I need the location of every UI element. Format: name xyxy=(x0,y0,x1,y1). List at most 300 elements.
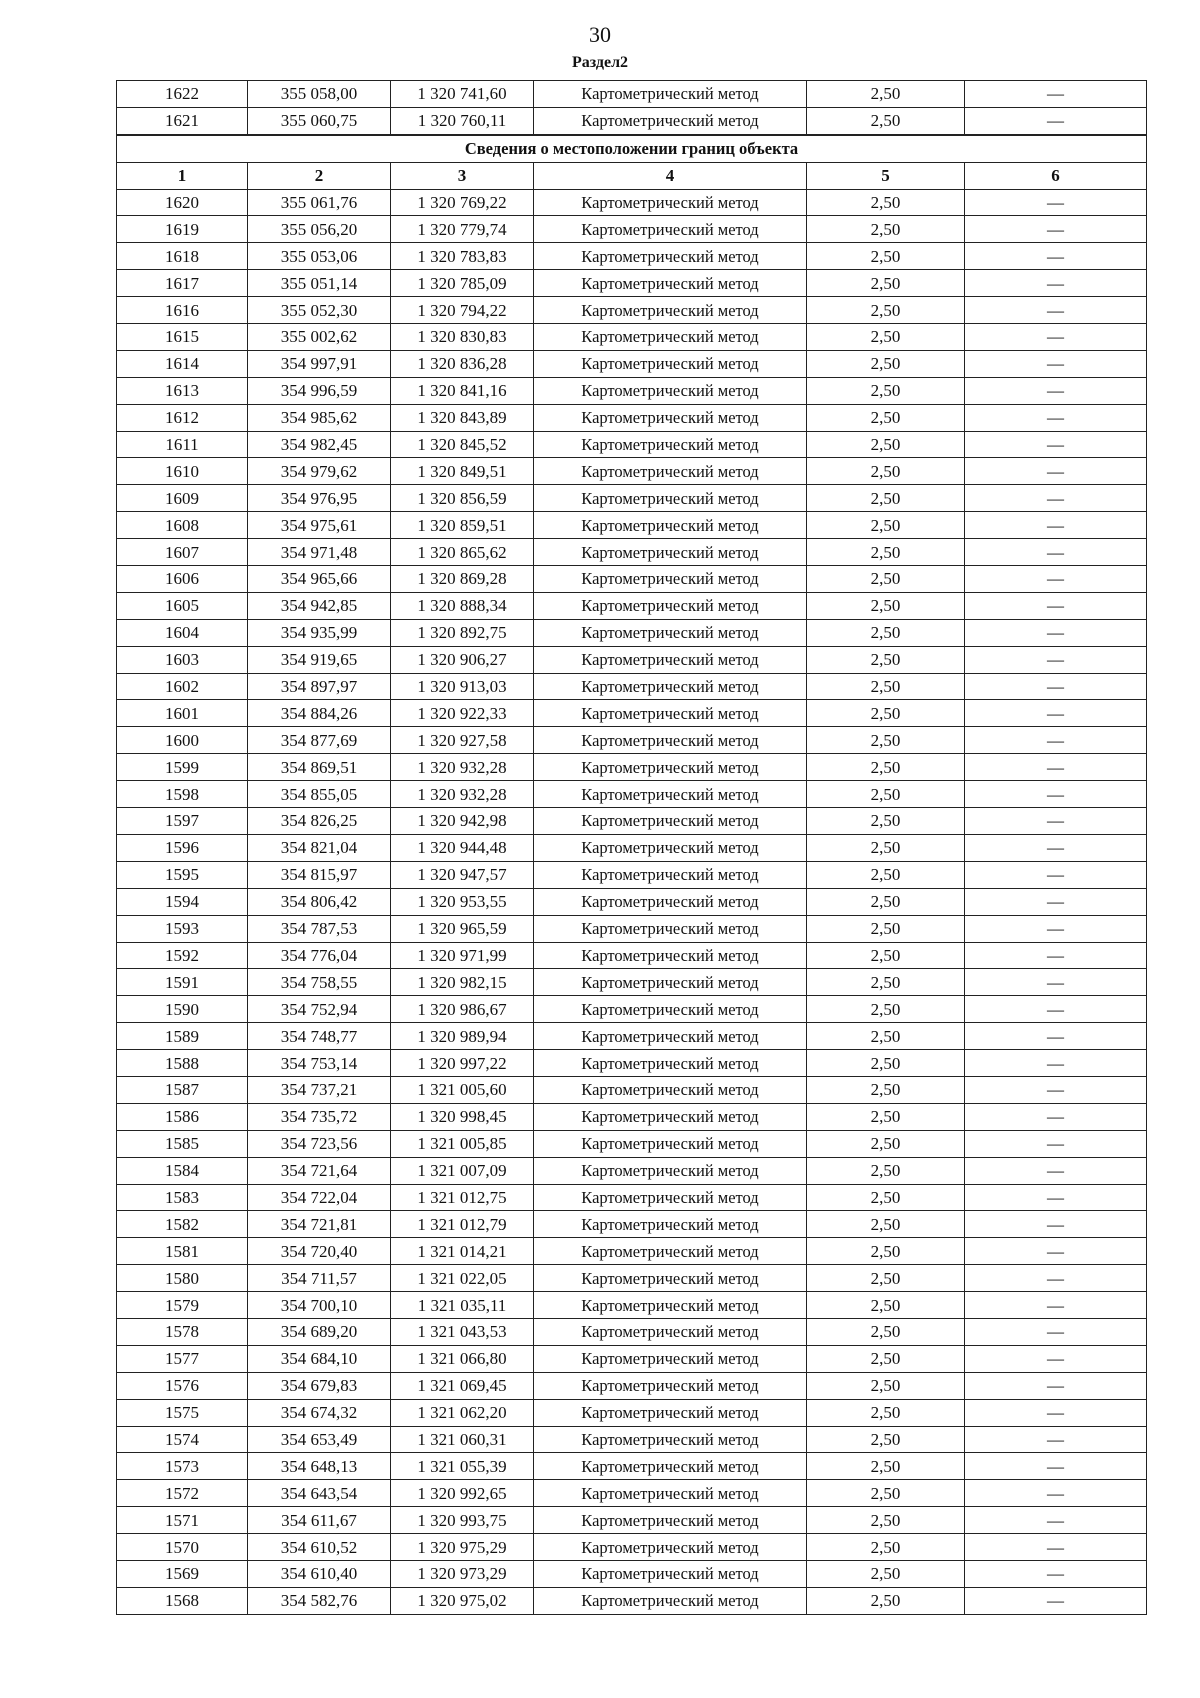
table-cell: Картометрический метод xyxy=(534,216,807,243)
table-cell: — xyxy=(965,673,1147,700)
table-cell: 1 321 043,53 xyxy=(391,1318,534,1345)
table-cell: 2,50 xyxy=(807,1292,965,1319)
table-cell: 1569 xyxy=(117,1560,248,1587)
table-cell: 2,50 xyxy=(807,915,965,942)
table-cell: 1571 xyxy=(117,1507,248,1534)
table-cell: 1 320 982,15 xyxy=(391,969,534,996)
table-row xyxy=(117,1238,1147,1265)
table-cell: Картометрический метод xyxy=(534,727,807,754)
table-cell: 1576 xyxy=(117,1372,248,1399)
table-cell: — xyxy=(965,754,1147,781)
table-cell: 1 321 007,09 xyxy=(391,1157,534,1184)
table-row xyxy=(117,324,1147,351)
table-cell: 1604 xyxy=(117,619,248,646)
table-cell: — xyxy=(965,431,1147,458)
table-cell: 2,50 xyxy=(807,996,965,1023)
table-row xyxy=(117,1345,1147,1372)
table-cell: — xyxy=(965,1157,1147,1184)
table-cell: — xyxy=(965,1023,1147,1050)
table-row xyxy=(117,861,1147,888)
table-cell: 1 320 794,22 xyxy=(391,297,534,324)
table-cell: — xyxy=(965,915,1147,942)
table-cell: 355 002,62 xyxy=(248,324,391,351)
table-cell: Картометрический метод xyxy=(534,431,807,458)
table-row xyxy=(117,619,1147,646)
table-row xyxy=(117,1507,1147,1534)
table-cell: — xyxy=(965,727,1147,754)
table-cell: 2,50 xyxy=(807,431,965,458)
table-cell: — xyxy=(965,107,1147,134)
table-cell: 1570 xyxy=(117,1534,248,1561)
table-row xyxy=(117,834,1147,861)
table-cell: — xyxy=(965,592,1147,619)
table-row xyxy=(117,781,1147,808)
table-cell: 2,50 xyxy=(807,1184,965,1211)
table-cell: 1 320 993,75 xyxy=(391,1507,534,1534)
table-cell: 354 723,56 xyxy=(248,1130,391,1157)
table-cell: 1622 xyxy=(117,81,248,108)
table-cell: Картометрический метод xyxy=(534,1292,807,1319)
table-cell: — xyxy=(965,485,1147,512)
table-cell: 2,50 xyxy=(807,942,965,969)
table-cell: Картометрический метод xyxy=(534,619,807,646)
table-cell: — xyxy=(965,1345,1147,1372)
table-cell: 354 653,49 xyxy=(248,1426,391,1453)
table-cell: 1 320 859,51 xyxy=(391,512,534,539)
table-cell: 354 884,26 xyxy=(248,700,391,727)
table-cell: 354 826,25 xyxy=(248,808,391,835)
table-cell: 2,50 xyxy=(807,1130,965,1157)
table-cell: Картометрический метод xyxy=(534,1399,807,1426)
table-cell: 1619 xyxy=(117,216,248,243)
table-row xyxy=(117,431,1147,458)
table-cell: Картометрический метод xyxy=(534,1130,807,1157)
table-row xyxy=(117,673,1147,700)
table-cell: 2,50 xyxy=(807,888,965,915)
table-row xyxy=(117,754,1147,781)
table-cell: 1598 xyxy=(117,781,248,808)
table-cell: Картометрический метод xyxy=(534,1453,807,1480)
table-cell: Картометрический метод xyxy=(534,1480,807,1507)
table-cell: Картометрический метод xyxy=(534,673,807,700)
table-cell: 2,50 xyxy=(807,1265,965,1292)
table-cell: — xyxy=(965,566,1147,593)
table-caption-row xyxy=(117,135,1147,162)
table-cell: Картометрический метод xyxy=(534,243,807,270)
table-cell: 1 321 012,75 xyxy=(391,1184,534,1211)
table-cell: 1614 xyxy=(117,350,248,377)
table-cell: 354 965,66 xyxy=(248,566,391,593)
table-cell: 354 752,94 xyxy=(248,996,391,1023)
table-cell: 1592 xyxy=(117,942,248,969)
table-cell: 1 320 965,59 xyxy=(391,915,534,942)
table-row xyxy=(117,566,1147,593)
table-cell: — xyxy=(965,1453,1147,1480)
table-cell: Картометрический метод xyxy=(534,808,807,835)
table-cell: 354 897,97 xyxy=(248,673,391,700)
table-cell: 354 976,95 xyxy=(248,485,391,512)
table-cell: — xyxy=(965,619,1147,646)
table-cell: 1 321 012,79 xyxy=(391,1211,534,1238)
table-cell: 2,50 xyxy=(807,270,965,297)
table-cell: 354 679,83 xyxy=(248,1372,391,1399)
table-cell: Картометрический метод xyxy=(534,107,807,134)
table-cell: 2,50 xyxy=(807,1103,965,1130)
table-cell: 354 722,04 xyxy=(248,1184,391,1211)
table-cell: 1 320 741,60 xyxy=(391,81,534,108)
table-cell: 2,50 xyxy=(807,1560,965,1587)
table-cell: 2,50 xyxy=(807,404,965,431)
table-cell: 1 320 932,28 xyxy=(391,754,534,781)
table-cell: 354 979,62 xyxy=(248,458,391,485)
table-cell: 1621 xyxy=(117,107,248,134)
table-cell: 2,50 xyxy=(807,834,965,861)
table-cell: Картометрический метод xyxy=(534,1023,807,1050)
table-cell: Картометрический метод xyxy=(534,1345,807,1372)
table-cell: 2,50 xyxy=(807,1050,965,1077)
table-row xyxy=(117,1480,1147,1507)
table-cell: — xyxy=(965,781,1147,808)
table-cell: — xyxy=(965,942,1147,969)
table-row xyxy=(117,404,1147,431)
table-cell: Картометрический метод xyxy=(534,969,807,996)
table-cell: 1 320 845,52 xyxy=(391,431,534,458)
table-cell: 355 058,00 xyxy=(248,81,391,108)
table-cell: 1 320 998,45 xyxy=(391,1103,534,1130)
table-cell: 1602 xyxy=(117,673,248,700)
table-cell: 2,50 xyxy=(807,861,965,888)
table-cell: 354 648,13 xyxy=(248,1453,391,1480)
table-cell: 1589 xyxy=(117,1023,248,1050)
table-cell: 2,50 xyxy=(807,377,965,404)
table-cell: 1587 xyxy=(117,1076,248,1103)
table-caption: Сведения о местоположении границ объекта xyxy=(117,135,1147,162)
table-cell: — xyxy=(965,888,1147,915)
table-cell: 354 735,72 xyxy=(248,1103,391,1130)
table-cell: 1 321 066,80 xyxy=(391,1345,534,1372)
table-cell: 354 711,57 xyxy=(248,1265,391,1292)
table-cell: 354 997,91 xyxy=(248,350,391,377)
table-cell: Картометрический метод xyxy=(534,942,807,969)
table-row xyxy=(117,700,1147,727)
table-cell: 1603 xyxy=(117,646,248,673)
table-cell: 1616 xyxy=(117,297,248,324)
table-cell: 1 320 975,02 xyxy=(391,1587,534,1614)
table-cell: 354 985,62 xyxy=(248,404,391,431)
table-cell: 1 320 856,59 xyxy=(391,485,534,512)
table-cell: 1 320 869,28 xyxy=(391,566,534,593)
table-row xyxy=(117,270,1147,297)
table-cell: Картометрический метод xyxy=(534,1157,807,1184)
table-cell: 1 320 973,29 xyxy=(391,1560,534,1587)
table-cell: 354 689,20 xyxy=(248,1318,391,1345)
table-row xyxy=(117,216,1147,243)
table-row xyxy=(117,969,1147,996)
table-cell: 2,50 xyxy=(807,512,965,539)
table-row xyxy=(117,1211,1147,1238)
table-cell: 354 753,14 xyxy=(248,1050,391,1077)
table-cell: — xyxy=(965,1587,1147,1614)
table-row xyxy=(117,888,1147,915)
table-cell: 1 320 953,55 xyxy=(391,888,534,915)
table-cell: 354 877,69 xyxy=(248,727,391,754)
table-cell: 1591 xyxy=(117,969,248,996)
table-cell: — xyxy=(965,189,1147,216)
table-row xyxy=(117,1130,1147,1157)
page-number: 30 xyxy=(589,22,611,47)
table-cell: Картометрический метод xyxy=(534,1507,807,1534)
table-cell: 1 320 785,09 xyxy=(391,270,534,297)
table-cell: Картометрический метод xyxy=(534,377,807,404)
table-cell: 2,50 xyxy=(807,1211,965,1238)
table-cell: 354 787,53 xyxy=(248,915,391,942)
table-cell: 1568 xyxy=(117,1587,248,1614)
table-cell: 2,50 xyxy=(807,1076,965,1103)
table-cell: 354 935,99 xyxy=(248,619,391,646)
table-cell: — xyxy=(965,81,1147,108)
table-cell: Картометрический метод xyxy=(534,888,807,915)
table-cell: 1581 xyxy=(117,1238,248,1265)
table-cell: 2,50 xyxy=(807,1480,965,1507)
table-cell: 2,50 xyxy=(807,350,965,377)
table-cell: 1609 xyxy=(117,485,248,512)
table-cell: 2,50 xyxy=(807,1023,965,1050)
table-cell: — xyxy=(965,350,1147,377)
table-cell: Картометрический метод xyxy=(534,996,807,1023)
table-cell: — xyxy=(965,1318,1147,1345)
table-cell: 354 869,51 xyxy=(248,754,391,781)
table-cell: 1 320 986,67 xyxy=(391,996,534,1023)
table-row xyxy=(117,1050,1147,1077)
table-cell: 1 320 892,75 xyxy=(391,619,534,646)
table-cell: 354 982,45 xyxy=(248,431,391,458)
table-cell: — xyxy=(965,1050,1147,1077)
table-row xyxy=(117,1587,1147,1614)
table-cell: 1585 xyxy=(117,1130,248,1157)
table-cell: Картометрический метод xyxy=(534,458,807,485)
table-cell: Картометрический метод xyxy=(534,566,807,593)
table-cell: 1595 xyxy=(117,861,248,888)
continued-rows xyxy=(117,81,1147,135)
table-cell: Картометрический метод xyxy=(534,485,807,512)
table-cell: 2,50 xyxy=(807,1345,965,1372)
table-cell: — xyxy=(965,1076,1147,1103)
column-header: 4 xyxy=(534,162,807,189)
table-cell: 1572 xyxy=(117,1480,248,1507)
table-cell: 1606 xyxy=(117,566,248,593)
table-cell: 355 056,20 xyxy=(248,216,391,243)
table-cell: 1 320 997,22 xyxy=(391,1050,534,1077)
table-cell: 2,50 xyxy=(807,243,965,270)
table-cell: 354 582,76 xyxy=(248,1587,391,1614)
table-cell: 1 321 060,31 xyxy=(391,1426,534,1453)
table-cell: 1 320 849,51 xyxy=(391,458,534,485)
column-header: 3 xyxy=(391,162,534,189)
table-cell: — xyxy=(965,539,1147,566)
table-cell: 355 052,30 xyxy=(248,297,391,324)
table-cell: Картометрический метод xyxy=(534,512,807,539)
table-cell: 1597 xyxy=(117,808,248,835)
table-cell: 2,50 xyxy=(807,754,965,781)
table-row xyxy=(117,1560,1147,1587)
table-cell: Картометрический метод xyxy=(534,404,807,431)
table-cell: 1582 xyxy=(117,1211,248,1238)
table-cell: 1 320 760,11 xyxy=(391,107,534,134)
table-cell: 1613 xyxy=(117,377,248,404)
table-row xyxy=(117,350,1147,377)
table-cell: 1580 xyxy=(117,1265,248,1292)
table-cell: 1 320 906,27 xyxy=(391,646,534,673)
table-row xyxy=(117,1265,1147,1292)
table-cell: 354 748,77 xyxy=(248,1023,391,1050)
table-cell: Картометрический метод xyxy=(534,592,807,619)
table-cell: 354 971,48 xyxy=(248,539,391,566)
table-cell: — xyxy=(965,834,1147,861)
table-cell: 1 320 769,22 xyxy=(391,189,534,216)
table-cell: Картометрический метод xyxy=(534,1103,807,1130)
boundary-coordinates-table xyxy=(116,80,1147,1615)
table-row xyxy=(117,189,1147,216)
table-cell: — xyxy=(965,1130,1147,1157)
table-row xyxy=(117,1023,1147,1050)
table-cell: — xyxy=(965,458,1147,485)
table-cell: 2,50 xyxy=(807,969,965,996)
table-cell: 2,50 xyxy=(807,216,965,243)
table-cell: — xyxy=(965,1372,1147,1399)
table-cell: 2,50 xyxy=(807,458,965,485)
table-row xyxy=(117,458,1147,485)
table-cell: — xyxy=(965,243,1147,270)
table-row xyxy=(117,377,1147,404)
table-cell: 2,50 xyxy=(807,297,965,324)
table-row xyxy=(117,915,1147,942)
table-row xyxy=(117,1318,1147,1345)
table-cell: 2,50 xyxy=(807,107,965,134)
table-cell: 1 321 035,11 xyxy=(391,1292,534,1319)
table-cell: 2,50 xyxy=(807,539,965,566)
table-cell: 1 321 014,21 xyxy=(391,1238,534,1265)
column-header: 2 xyxy=(248,162,391,189)
table-cell: 1577 xyxy=(117,1345,248,1372)
table-cell: 1 320 783,83 xyxy=(391,243,534,270)
table-cell: 355 061,76 xyxy=(248,189,391,216)
table-row xyxy=(117,1534,1147,1561)
table-cell: Картометрический метод xyxy=(534,350,807,377)
table-cell: 354 806,42 xyxy=(248,888,391,915)
table-row xyxy=(117,297,1147,324)
table-cell: 1584 xyxy=(117,1157,248,1184)
table-cell: Картометрический метод xyxy=(534,1211,807,1238)
table-cell: — xyxy=(965,996,1147,1023)
table-cell: 2,50 xyxy=(807,1318,965,1345)
table-cell: — xyxy=(965,324,1147,351)
table-cell: 1594 xyxy=(117,888,248,915)
table-cell: — xyxy=(965,646,1147,673)
table-cell: 1608 xyxy=(117,512,248,539)
table-cell: 1599 xyxy=(117,754,248,781)
table-cell: 1605 xyxy=(117,592,248,619)
table-cell: 1 320 989,94 xyxy=(391,1023,534,1050)
table-cell: Картометрический метод xyxy=(534,915,807,942)
table-cell: 1 320 942,98 xyxy=(391,808,534,835)
table-cell: 1583 xyxy=(117,1184,248,1211)
table-cell: Картометрический метод xyxy=(534,1050,807,1077)
table-cell: Картометрический метод xyxy=(534,1587,807,1614)
table-cell: 354 721,64 xyxy=(248,1157,391,1184)
table-cell: 1 320 843,89 xyxy=(391,404,534,431)
column-header: 6 xyxy=(965,162,1147,189)
table-cell: 1 320 975,29 xyxy=(391,1534,534,1561)
table-cell: 2,50 xyxy=(807,808,965,835)
table-cell: — xyxy=(965,1211,1147,1238)
section-title: Раздел2 xyxy=(571,54,629,71)
table-cell: 2,50 xyxy=(807,1399,965,1426)
table-cell: 2,50 xyxy=(807,324,965,351)
table-cell: 1 320 927,58 xyxy=(391,727,534,754)
table-cell: 354 611,67 xyxy=(248,1507,391,1534)
table-cell: — xyxy=(965,512,1147,539)
table-cell: 354 758,55 xyxy=(248,969,391,996)
table-cell: Картометрический метод xyxy=(534,754,807,781)
table-cell: Картометрический метод xyxy=(534,1265,807,1292)
table-cell: 355 053,06 xyxy=(248,243,391,270)
table-cell: Картометрический метод xyxy=(534,1238,807,1265)
table-cell: Картометрический метод xyxy=(534,1372,807,1399)
table-cell: 2,50 xyxy=(807,673,965,700)
table-cell: 1 320 836,28 xyxy=(391,350,534,377)
table-cell: 355 051,14 xyxy=(248,270,391,297)
table-cell: 1618 xyxy=(117,243,248,270)
table-cell: 2,50 xyxy=(807,189,965,216)
table-cell: — xyxy=(965,1480,1147,1507)
table-row xyxy=(117,1426,1147,1453)
table-cell: 354 610,40 xyxy=(248,1560,391,1587)
column-header: 5 xyxy=(807,162,965,189)
table-row xyxy=(117,1157,1147,1184)
table-cell: 1 320 992,65 xyxy=(391,1480,534,1507)
table-row xyxy=(117,1399,1147,1426)
table-cell: 1601 xyxy=(117,700,248,727)
table-cell: — xyxy=(965,377,1147,404)
column-header-row xyxy=(117,162,1147,189)
table-cell: 1 320 830,83 xyxy=(391,324,534,351)
table-cell: 354 643,54 xyxy=(248,1480,391,1507)
data-rows xyxy=(117,189,1147,1614)
table-cell: 1610 xyxy=(117,458,248,485)
table-cell: 1 321 005,85 xyxy=(391,1130,534,1157)
table-cell: 2,50 xyxy=(807,592,965,619)
table-cell: Картометрический метод xyxy=(534,700,807,727)
table-cell: Картометрический метод xyxy=(534,1534,807,1561)
table-row xyxy=(117,1372,1147,1399)
table-cell: 354 919,65 xyxy=(248,646,391,673)
table-cell: 1574 xyxy=(117,1426,248,1453)
table-header xyxy=(117,135,1147,189)
table-cell: 354 855,05 xyxy=(248,781,391,808)
table-cell: 1 321 022,05 xyxy=(391,1265,534,1292)
table-cell: 2,50 xyxy=(807,1157,965,1184)
table-cell: Картометрический метод xyxy=(534,270,807,297)
table-cell: 2,50 xyxy=(807,1507,965,1534)
table-cell: 354 610,52 xyxy=(248,1534,391,1561)
table-cell: 1615 xyxy=(117,324,248,351)
table-cell: Картометрический метод xyxy=(534,189,807,216)
table-cell: 1 320 971,99 xyxy=(391,942,534,969)
table-row xyxy=(117,942,1147,969)
table-row xyxy=(117,1453,1147,1480)
table-cell: Картометрический метод xyxy=(534,1426,807,1453)
table-cell: 2,50 xyxy=(807,727,965,754)
